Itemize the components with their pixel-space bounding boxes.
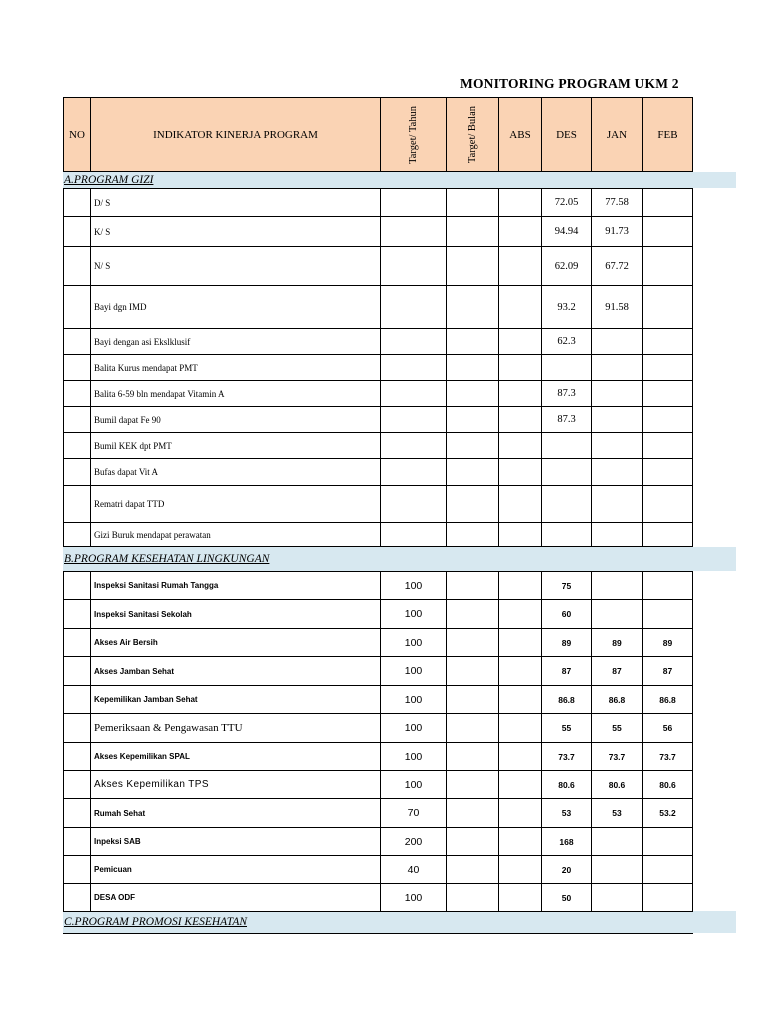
target_tahun-value: 40 — [407, 863, 420, 876]
indicator-label: Bufas dapat Vit A — [94, 467, 159, 477]
no-cell — [63, 216, 91, 247]
indikator-cell — [90, 522, 381, 547]
jan-cell — [591, 883, 643, 912]
feb-cell — [642, 354, 693, 381]
target-tahun-cell — [380, 798, 447, 828]
des-cell — [541, 713, 592, 743]
jan-cell — [591, 188, 643, 217]
feb-value: 87 — [662, 666, 673, 676]
jan-value: 80.6 — [608, 779, 626, 790]
jan-cell — [591, 827, 643, 856]
feb-value: 73.7 — [659, 751, 676, 762]
indicator-label: Akses Air Bersih — [94, 638, 158, 647]
no-cell — [63, 328, 91, 355]
feb-cell — [642, 742, 693, 771]
target-bulan-cell — [446, 742, 499, 771]
indicator-label: Rumah Sehat — [94, 808, 146, 818]
target-tahun-cell — [380, 485, 447, 523]
jan-value: 55 — [612, 723, 622, 733]
feb-cell — [642, 713, 693, 743]
des-cell — [541, 522, 592, 547]
indikator-cell — [90, 827, 381, 856]
jan-cell — [591, 485, 643, 523]
feb-value: 86.8 — [659, 694, 676, 705]
des-value: 86.8 — [558, 694, 575, 705]
jan-value: 91.73 — [605, 226, 629, 237]
target-bulan-cell — [446, 599, 499, 629]
jan-cell — [591, 458, 643, 486]
abs-cell — [498, 628, 542, 657]
indikator-cell — [90, 628, 381, 657]
des-value: 73.7 — [558, 751, 575, 762]
abs-cell — [498, 571, 542, 600]
feb-cell — [642, 685, 693, 714]
feb-cell — [642, 855, 693, 884]
target_tahun-value: 200 — [404, 835, 423, 848]
des-value: 94.94 — [554, 226, 579, 237]
des-value: 80.6 — [558, 779, 575, 790]
target_tahun-value: 100 — [404, 665, 423, 677]
indikator-cell — [90, 883, 381, 912]
jan-cell — [591, 798, 643, 828]
header-no — [63, 97, 91, 172]
jan-value: 91.58 — [605, 301, 629, 313]
indicator-label: Akses Jamban Sehat — [94, 666, 175, 676]
indicator-label: Balita 6-59 bln mendapat Vitamin A — [94, 388, 225, 399]
des-cell — [541, 246, 592, 286]
no-cell — [63, 246, 91, 286]
target-tahun-cell — [380, 742, 447, 771]
indicator-label: Inpeksi SAB — [94, 837, 141, 846]
indicator-label: Bumil dapat Fe 90 — [94, 414, 161, 425]
jan-value: 73.7 — [608, 751, 626, 762]
indikator-cell — [90, 599, 381, 629]
header-des — [541, 97, 592, 172]
target-tahun-cell — [380, 522, 447, 547]
target-tahun-cell — [380, 188, 447, 217]
target_tahun-value: 100 — [404, 722, 423, 734]
header-indikator-label: INDIKATOR KINERJA PROGRAM — [153, 128, 318, 141]
target-tahun-cell — [380, 855, 447, 884]
abs-cell — [498, 713, 542, 743]
indicator-label: Bayi dgn IMD — [94, 302, 147, 312]
jan-cell — [591, 656, 643, 686]
indikator-cell — [90, 770, 381, 799]
des-value: 89 — [561, 637, 572, 648]
indicator-label: Kepemilikan Jamban Sehat — [94, 695, 198, 704]
header-target-bulan-label: Target/ Bulan — [467, 105, 478, 164]
target-bulan-cell — [446, 432, 499, 459]
des-value: 75 — [561, 580, 572, 591]
feb-cell — [642, 380, 693, 407]
jan-cell — [591, 354, 643, 381]
jan-cell — [591, 571, 643, 600]
indicator-label: K/ S — [94, 226, 111, 237]
target-tahun-cell — [380, 285, 447, 329]
target-bulan-cell — [446, 770, 499, 799]
indikator-cell — [90, 571, 381, 600]
abs-cell — [498, 285, 542, 329]
no-cell — [63, 827, 91, 856]
target-bulan-cell — [446, 354, 499, 381]
feb-cell — [642, 770, 693, 799]
abs-cell — [498, 246, 542, 286]
jan-cell — [591, 742, 643, 771]
target-tahun-cell — [380, 713, 447, 743]
target-bulan-cell — [446, 458, 499, 486]
no-cell — [63, 458, 91, 486]
feb-cell — [642, 216, 693, 247]
no-cell — [63, 354, 91, 381]
des-cell — [541, 685, 592, 714]
target-bulan-cell — [446, 685, 499, 714]
jan-value: 53 — [612, 808, 622, 818]
header-indikator — [90, 97, 381, 172]
target-tahun-cell — [380, 883, 447, 912]
des-cell — [541, 770, 592, 799]
target-tahun-cell — [380, 770, 447, 799]
target-tahun-cell — [380, 432, 447, 459]
target-bulan-cell — [446, 571, 499, 600]
des-cell — [541, 571, 592, 600]
jan-cell — [591, 855, 643, 884]
target-tahun-cell — [380, 656, 447, 686]
feb-cell — [642, 246, 693, 286]
des-cell — [541, 855, 592, 884]
des-value: 20 — [561, 864, 572, 875]
header-des-label: DES — [556, 128, 577, 141]
header-target-tahun — [380, 97, 447, 172]
feb-cell — [642, 406, 693, 433]
abs-cell — [498, 685, 542, 714]
feb-cell — [642, 883, 693, 912]
header-target-bulan — [446, 97, 499, 172]
des-value: 72.05 — [554, 197, 579, 208]
indikator-cell — [90, 458, 381, 486]
feb-cell — [642, 285, 693, 329]
no-cell — [63, 432, 91, 459]
jan-cell — [591, 380, 643, 407]
header-jan-label: JAN — [606, 128, 628, 141]
target-bulan-cell — [446, 522, 499, 547]
header-feb — [642, 97, 693, 172]
feb-cell — [642, 827, 693, 856]
no-cell — [63, 522, 91, 547]
abs-cell — [498, 354, 542, 381]
target-bulan-cell — [446, 628, 499, 657]
des-cell — [541, 599, 592, 629]
no-cell — [63, 713, 91, 743]
abs-cell — [498, 770, 542, 799]
des-cell — [541, 628, 592, 657]
section-program-kesling-label: B.PROGRAM KESEHATAN LINGKUNGAN — [64, 553, 270, 565]
section-program-promkes — [63, 911, 693, 934]
indikator-cell — [90, 328, 381, 355]
des-value: 87.3 — [557, 388, 576, 399]
indicator-label: Pemeriksaan & Pengawasan TTU — [94, 722, 243, 734]
abs-cell — [498, 522, 542, 547]
abs-cell — [498, 827, 542, 856]
no-cell — [63, 571, 91, 600]
target-bulan-cell — [446, 188, 499, 217]
des-cell — [541, 656, 592, 686]
target-bulan-cell — [446, 883, 499, 912]
indikator-cell — [90, 354, 381, 381]
des-value: 87 — [561, 666, 572, 676]
target_tahun-value: 100 — [404, 693, 423, 706]
abs-cell — [498, 380, 542, 407]
des-value: 55 — [561, 723, 572, 733]
header-no-label: NO — [69, 128, 85, 141]
no-cell — [63, 628, 91, 657]
indikator-cell — [90, 432, 381, 459]
indikator-cell — [90, 685, 381, 714]
des-value: 62.09 — [554, 260, 579, 272]
target-bulan-cell — [446, 328, 499, 355]
jan-cell — [591, 770, 643, 799]
des-cell — [541, 406, 592, 433]
abs-cell — [498, 599, 542, 629]
abs-cell — [498, 406, 542, 433]
jan-cell — [591, 246, 643, 286]
target-tahun-cell — [380, 571, 447, 600]
indikator-cell — [90, 485, 381, 523]
des-cell — [541, 485, 592, 523]
feb-cell — [642, 628, 693, 657]
feb-cell — [642, 571, 693, 600]
abs-cell — [498, 798, 542, 828]
target-tahun-cell — [380, 628, 447, 657]
feb-cell — [642, 328, 693, 355]
jan-cell — [591, 285, 643, 329]
jan-cell — [591, 522, 643, 547]
indikator-cell — [90, 656, 381, 686]
des-cell — [541, 354, 592, 381]
no-cell — [63, 406, 91, 433]
jan-value: 89 — [612, 637, 622, 648]
des-cell — [541, 883, 592, 912]
abs-cell — [498, 656, 542, 686]
no-cell — [63, 742, 91, 771]
target-tahun-cell — [380, 685, 447, 714]
indikator-cell — [90, 188, 381, 217]
no-cell — [63, 685, 91, 714]
target-tahun-cell — [380, 458, 447, 486]
target-bulan-cell — [446, 713, 499, 743]
target_tahun-value: 100 — [404, 750, 423, 763]
target-tahun-cell — [380, 246, 447, 286]
abs-cell — [498, 855, 542, 884]
target_tahun-value: 100 — [404, 778, 423, 791]
feb-cell — [642, 522, 693, 547]
des-value: 60 — [561, 609, 572, 619]
jan-cell — [591, 216, 643, 247]
section-program-kesling — [63, 547, 736, 571]
des-cell — [541, 742, 592, 771]
indicator-label: Bumil KEK dpt PMT — [94, 440, 172, 451]
abs-cell — [498, 216, 542, 247]
header-abs — [498, 97, 542, 172]
no-cell — [63, 855, 91, 884]
indicator-label: Inspeksi Sanitasi Sekolah — [94, 609, 192, 619]
des-cell — [541, 798, 592, 828]
indicator-label: Akses Kepemilikan TPS — [94, 779, 209, 790]
abs-cell — [498, 432, 542, 459]
section-program-gizi — [63, 172, 736, 188]
des-cell — [541, 827, 592, 856]
feb-value: 89 — [662, 637, 673, 648]
target-bulan-cell — [446, 285, 499, 329]
jan-value: 87 — [612, 666, 622, 676]
indicator-label: Inspeksi Sanitasi Rumah Tangga — [94, 581, 219, 590]
feb-cell — [642, 599, 693, 629]
target-tahun-cell — [380, 328, 447, 355]
target-bulan-cell — [446, 485, 499, 523]
indikator-cell — [90, 406, 381, 433]
target-bulan-cell — [446, 216, 499, 247]
target_tahun-value: 70 — [407, 807, 420, 819]
des-cell — [541, 380, 592, 407]
target-tahun-cell — [380, 354, 447, 381]
jan-cell — [591, 685, 643, 714]
target-tahun-cell — [380, 827, 447, 856]
page-title: MONITORING PROGRAM UKM 2 — [460, 76, 679, 91]
indikator-cell — [90, 380, 381, 407]
jan-cell — [591, 628, 643, 657]
des-value: 62.3 — [557, 336, 576, 347]
target-tahun-cell — [380, 406, 447, 433]
abs-cell — [498, 883, 542, 912]
target_tahun-value: 100 — [404, 579, 423, 592]
target-bulan-cell — [446, 406, 499, 433]
jan-cell — [591, 599, 643, 629]
indicator-label: Gizi Buruk mendapat perawatan — [94, 529, 211, 540]
feb-cell — [642, 188, 693, 217]
target-tahun-cell — [380, 599, 447, 629]
indicator-label: Rematri dapat TTD — [94, 499, 165, 509]
jan-value: 86.8 — [608, 694, 626, 705]
no-cell — [63, 188, 91, 217]
indikator-cell — [90, 855, 381, 884]
indicator-label: Balita Kurus mendapat PMT — [94, 362, 198, 373]
target-bulan-cell — [446, 798, 499, 828]
no-cell — [63, 798, 91, 828]
no-cell — [63, 485, 91, 523]
feb-value: 56 — [662, 723, 673, 733]
section-program-gizi-label: A.PROGRAM GIZI — [64, 174, 154, 186]
target-tahun-cell — [380, 380, 447, 407]
indikator-cell — [90, 798, 381, 828]
indikator-cell — [90, 285, 381, 329]
no-cell — [63, 883, 91, 912]
jan-value: 77.58 — [605, 197, 629, 208]
des-value: 50 — [561, 892, 572, 903]
indikator-cell — [90, 742, 381, 771]
header-target-tahun-label: Target/ Tahun — [408, 105, 419, 164]
des-cell — [541, 216, 592, 247]
no-cell — [63, 380, 91, 407]
target-bulan-cell — [446, 246, 499, 286]
section-program-promkes-label: C.PROGRAM PROMOSI KESEHATAN — [64, 916, 248, 928]
target_tahun-value: 100 — [404, 636, 423, 649]
target-tahun-cell — [380, 216, 447, 247]
des-cell — [541, 432, 592, 459]
no-cell — [63, 656, 91, 686]
target-bulan-cell — [446, 656, 499, 686]
feb-cell — [642, 798, 693, 828]
feb-value: 80.6 — [659, 779, 676, 790]
abs-cell — [498, 742, 542, 771]
indicator-label: Pemicuan — [94, 865, 132, 874]
des-value: 53 — [561, 808, 572, 818]
no-cell — [63, 599, 91, 629]
no-cell — [63, 285, 91, 329]
abs-cell — [498, 485, 542, 523]
des-cell — [541, 188, 592, 217]
header-feb-label: FEB — [657, 128, 678, 141]
indicator-label: Bayi dengan asi Ekslklusif — [94, 336, 191, 347]
des-value: 168 — [559, 836, 574, 847]
jan-cell — [591, 432, 643, 459]
abs-cell — [498, 188, 542, 217]
abs-cell — [498, 328, 542, 355]
jan-cell — [591, 328, 643, 355]
header-abs-label: ABS — [509, 128, 531, 141]
indicator-label: N/ S — [94, 261, 111, 271]
jan-cell — [591, 406, 643, 433]
target-bulan-cell — [446, 827, 499, 856]
no-cell — [63, 770, 91, 799]
target_tahun-value: 100 — [404, 608, 423, 620]
target-bulan-cell — [446, 855, 499, 884]
target-bulan-cell — [446, 380, 499, 407]
des-cell — [541, 328, 592, 355]
indicator-label: DESA ODF — [94, 893, 136, 902]
feb-value: 53.2 — [659, 808, 676, 818]
des-value: 87.3 — [557, 414, 576, 425]
target_tahun-value: 100 — [404, 891, 423, 904]
des-cell — [541, 285, 592, 329]
indicator-label: Akses Kepemilikan SPAL — [94, 752, 190, 761]
indikator-cell — [90, 246, 381, 286]
abs-cell — [498, 458, 542, 486]
feb-cell — [642, 432, 693, 459]
jan-value: 67.72 — [605, 260, 629, 272]
des-cell — [541, 458, 592, 486]
indikator-cell — [90, 713, 381, 743]
header-jan — [591, 97, 643, 172]
indicator-label: D/ S — [94, 197, 111, 208]
feb-cell — [642, 656, 693, 686]
feb-cell — [642, 458, 693, 486]
feb-cell — [642, 485, 693, 523]
indikator-cell — [90, 216, 381, 247]
des-value: 93.2 — [557, 301, 576, 313]
jan-cell — [591, 713, 643, 743]
